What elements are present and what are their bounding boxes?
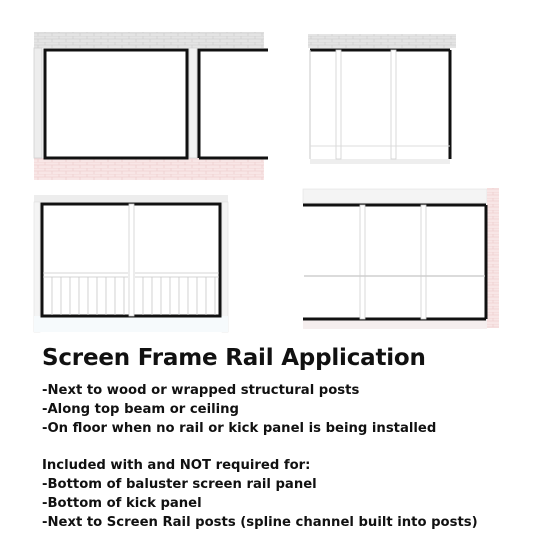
floor-trim	[34, 316, 228, 332]
header-beam	[308, 34, 456, 48]
required-item-1: -Next to wood or wrapped structural posts	[42, 383, 360, 398]
panels-with-baluster-rail-illustration	[34, 195, 228, 332]
frame-rail-opening-2	[199, 50, 268, 158]
required-item-2: -Along top beam or ceiling	[42, 402, 239, 417]
screen-rail-post-b	[421, 205, 426, 319]
structural-post-right-2	[222, 202, 228, 332]
structural-post-middle	[189, 48, 197, 158]
header-beam-gray	[34, 195, 228, 202]
panels-with-kick-rail-illustration	[303, 188, 499, 329]
page-title: Screen Frame Rail Application	[42, 345, 426, 371]
brick-sill	[34, 158, 264, 180]
not-required-item-1: -Bottom of baluster screen rail panel	[42, 477, 317, 492]
framed-opening-with-brick-wall-illustration	[34, 32, 268, 180]
structural-post-left-2	[34, 202, 40, 332]
frame-rail-opening-1	[45, 50, 187, 158]
not-required-item-2: -Bottom of kick panel	[42, 496, 202, 511]
brick-column-right	[487, 188, 499, 328]
required-item-3: -On floor when no rail or kick panel is being installed	[42, 421, 437, 436]
floor-slab	[310, 159, 450, 164]
brick-header	[34, 32, 264, 48]
not-required-heading: Included with and NOT required for:	[42, 458, 311, 473]
structural-post-left	[34, 48, 42, 158]
screen-rail-post-1	[336, 50, 341, 159]
screen-rail-post-2	[391, 50, 396, 159]
screen-panels-under-header-illustration	[308, 34, 456, 164]
not-required-item-3: -Next to Screen Rail posts (spline channel built into posts)	[42, 515, 478, 530]
screen-rail-post-center	[129, 204, 134, 316]
header-beam-right	[303, 189, 487, 203]
screen-rail-post-a	[360, 205, 365, 319]
